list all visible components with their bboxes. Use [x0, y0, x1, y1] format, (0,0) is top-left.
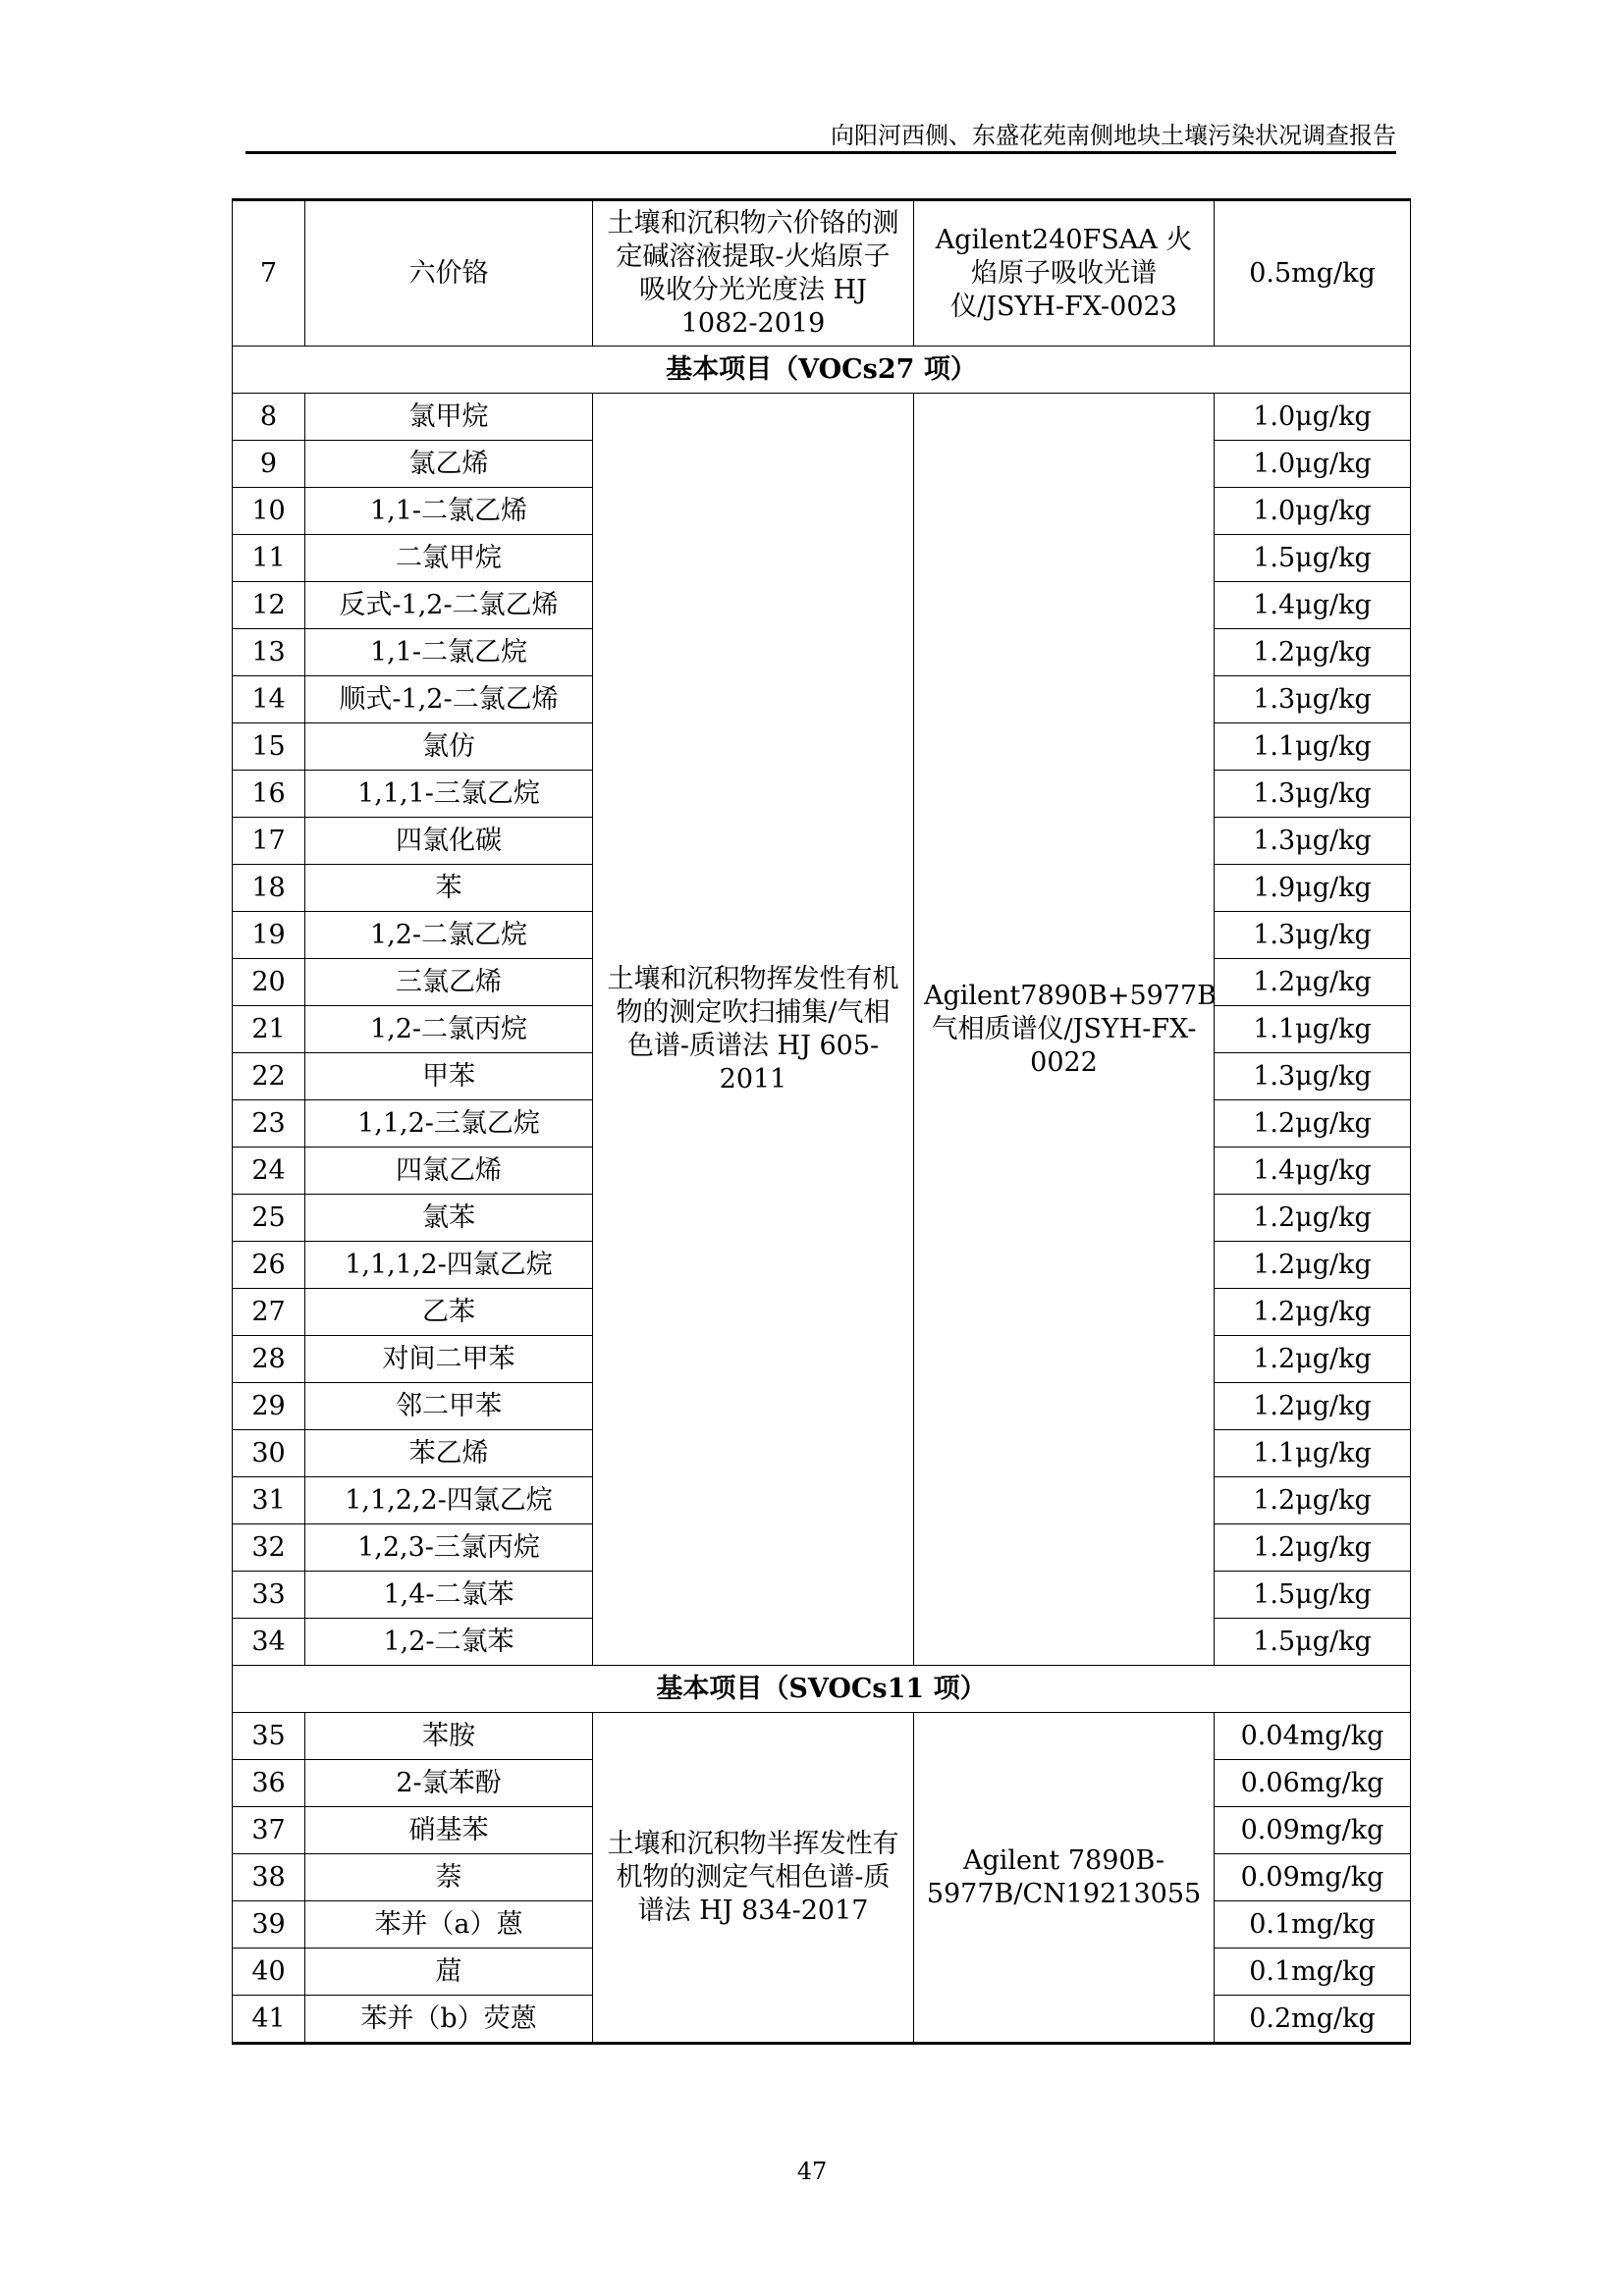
row-number: 34: [233, 1619, 305, 1666]
item-name: 䓛: [305, 1949, 593, 1996]
detection-limit: 1.2μg/kg: [1215, 1242, 1411, 1289]
table-row: [233, 1713, 1411, 1760]
svoc-section-title: 基本项目（SVOCs11 项）: [233, 1666, 1411, 1713]
row-number: 41: [233, 1996, 305, 2044]
row-number: 30: [233, 1430, 305, 1477]
detection-limit: 1.2μg/kg: [1215, 1477, 1411, 1524]
row-number: 20: [233, 959, 305, 1006]
row-number: 32: [233, 1524, 305, 1572]
row-number: 24: [233, 1148, 305, 1195]
detection-limit: 1.2μg/kg: [1215, 629, 1411, 676]
item-name: 顺式-1,2-二氯乙烯: [305, 676, 593, 723]
row-number: 22: [233, 1053, 305, 1100]
row-number: 33: [233, 1572, 305, 1619]
row-number: 35: [233, 1713, 305, 1760]
page-number: 47: [796, 2158, 828, 2185]
report-header-title: 向阳河西侧、东盛花苑南侧地块土壤污染状况调查报告: [831, 122, 1396, 149]
item-name: 1,1-二氯乙烯: [305, 488, 593, 535]
item-name: 三氯乙烯: [305, 959, 593, 1006]
detection-limit: 1.5μg/kg: [1215, 1619, 1411, 1666]
detection-methods-table: [232, 198, 1411, 2045]
detection-limit: 0.06mg/kg: [1215, 1760, 1411, 1807]
item-name: 苯: [305, 865, 593, 912]
row-number: 8: [233, 394, 305, 441]
detection-limit: 0.5mg/kg: [1215, 200, 1411, 347]
detection-limit: 1.2μg/kg: [1215, 1524, 1411, 1572]
item-name: 1,2-二氯苯: [305, 1619, 593, 1666]
row-number: 10: [233, 488, 305, 535]
item-name: 1,1,2,2-四氯乙烷: [305, 1477, 593, 1524]
detection-limit: 1.2μg/kg: [1215, 1195, 1411, 1242]
item-name: 1,2-二氯乙烷: [305, 912, 593, 959]
item-name: 1,1,1-三氯乙烷: [305, 771, 593, 818]
item-name: 1,1,1,2-四氯乙烷: [305, 1242, 593, 1289]
detection-limit: 0.09mg/kg: [1215, 1807, 1411, 1854]
item-name: 硝基苯: [305, 1807, 593, 1854]
item-name: 氯乙烯: [305, 441, 593, 488]
row-number: 36: [233, 1760, 305, 1807]
row-number: 13: [233, 629, 305, 676]
detection-limit: 0.1mg/kg: [1215, 1949, 1411, 1996]
detection-limit: 1.0μg/kg: [1215, 441, 1411, 488]
row-number: 9: [233, 441, 305, 488]
voc-section-title: 基本项目（VOCs27 项）: [233, 347, 1411, 394]
row-number: 37: [233, 1807, 305, 1854]
item-name: 1,1,2-三氯乙烷: [305, 1100, 593, 1148]
item-name: 1,2,3-三氯丙烷: [305, 1524, 593, 1572]
detection-limit: 1.2μg/kg: [1215, 1383, 1411, 1430]
detection-limit: 1.2μg/kg: [1215, 1336, 1411, 1383]
row-number: 26: [233, 1242, 305, 1289]
item-name: 四氯乙烯: [305, 1148, 593, 1195]
row-number: 12: [233, 582, 305, 629]
detection-limit: 1.0μg/kg: [1215, 488, 1411, 535]
item-name: 萘: [305, 1854, 593, 1901]
row-number: 15: [233, 723, 305, 771]
item-name: 邻二甲苯: [305, 1383, 593, 1430]
item-name: 对间二甲苯: [305, 1336, 593, 1383]
voc-method-cell: 土壤和沉积物挥发性有机物的测定吹扫捕集/气相色谱-质谱法 HJ 605-2011: [593, 394, 914, 1666]
item-name: 二氯甲烷: [305, 535, 593, 582]
table-row: [233, 200, 1411, 347]
detection-limit: 1.9μg/kg: [1215, 865, 1411, 912]
detection-limit: 1.1μg/kg: [1215, 1006, 1411, 1053]
svoc-method-cell: 土壤和沉积物半挥发性有机物的测定气相色谱-质谱法 HJ 834-2017: [593, 1713, 914, 2044]
row-number: 28: [233, 1336, 305, 1383]
item-name: 苯胺: [305, 1713, 593, 1760]
item-name: 氯甲烷: [305, 394, 593, 441]
table-row: [233, 394, 1411, 441]
voc-instrument-cell: Agilent7890B+5977B 气相质谱仪/JSYH-FX-0022: [914, 394, 1215, 1666]
item-name: 1,1-二氯乙烷: [305, 629, 593, 676]
detection-limit: 1.4μg/kg: [1215, 1148, 1411, 1195]
item-name: 甲苯: [305, 1053, 593, 1100]
row-number: 29: [233, 1383, 305, 1430]
item-name: 乙苯: [305, 1289, 593, 1336]
item-name: 四氯化碳: [305, 818, 593, 865]
item-name: 1,4-二氯苯: [305, 1572, 593, 1619]
header-rule: [245, 151, 1396, 154]
detection-limit: 1.1μg/kg: [1215, 1430, 1411, 1477]
item-name: 六价铬: [305, 200, 593, 347]
method-cell: 土壤和沉积物六价铬的测定碱溶液提取-火焰原子吸收分光光度法 HJ 1082-2019: [593, 200, 914, 347]
detection-limit: 1.2μg/kg: [1215, 1100, 1411, 1148]
item-name: 苯并（a）蒽: [305, 1901, 593, 1949]
item-name: 苯并（b）荧蒽: [305, 1996, 593, 2044]
row-number: 18: [233, 865, 305, 912]
item-name: 反式-1,2-二氯乙烯: [305, 582, 593, 629]
row-number: 39: [233, 1901, 305, 1949]
row-number: 7: [233, 200, 305, 347]
row-number: 14: [233, 676, 305, 723]
row-number: 11: [233, 535, 305, 582]
detection-limit: 1.4μg/kg: [1215, 582, 1411, 629]
detection-limit: 0.2mg/kg: [1215, 1996, 1411, 2044]
instrument-cell: Agilent240FSAA 火焰原子吸收光谱仪/JSYH-FX-0023: [914, 200, 1215, 347]
row-number: 31: [233, 1477, 305, 1524]
row-number: 16: [233, 771, 305, 818]
detection-limit: 1.3μg/kg: [1215, 771, 1411, 818]
svoc-instrument-cell: Agilent 7890B-5977B/CN19213055: [914, 1713, 1215, 2044]
detection-limit: 0.09mg/kg: [1215, 1854, 1411, 1901]
row-number: 38: [233, 1854, 305, 1901]
detection-limit: 1.1μg/kg: [1215, 723, 1411, 771]
detection-limit: 1.2μg/kg: [1215, 959, 1411, 1006]
row-number: 27: [233, 1289, 305, 1336]
item-name: 苯乙烯: [305, 1430, 593, 1477]
row-number: 25: [233, 1195, 305, 1242]
voc-header-row: [233, 347, 1411, 394]
item-name: 氯仿: [305, 723, 593, 771]
item-name: 2-氯苯酚: [305, 1760, 593, 1807]
row-number: 21: [233, 1006, 305, 1053]
item-name: 1,2-二氯丙烷: [305, 1006, 593, 1053]
detection-limit: 1.3μg/kg: [1215, 912, 1411, 959]
detection-limit: 1.0μg/kg: [1215, 394, 1411, 441]
svoc-header-row: [233, 1666, 1411, 1713]
detection-limit: 1.2μg/kg: [1215, 1289, 1411, 1336]
detection-limit: 1.3μg/kg: [1215, 676, 1411, 723]
detection-limit: 1.3μg/kg: [1215, 1053, 1411, 1100]
item-name: 氯苯: [305, 1195, 593, 1242]
detection-limit: 0.04mg/kg: [1215, 1713, 1411, 1760]
row-number: 17: [233, 818, 305, 865]
row-number: 40: [233, 1949, 305, 1996]
detection-limit: 1.3μg/kg: [1215, 818, 1411, 865]
detection-limit: 1.5μg/kg: [1215, 535, 1411, 582]
detection-limit: 0.1mg/kg: [1215, 1901, 1411, 1949]
detection-limit: 1.5μg/kg: [1215, 1572, 1411, 1619]
row-number: 23: [233, 1100, 305, 1148]
row-number: 19: [233, 912, 305, 959]
